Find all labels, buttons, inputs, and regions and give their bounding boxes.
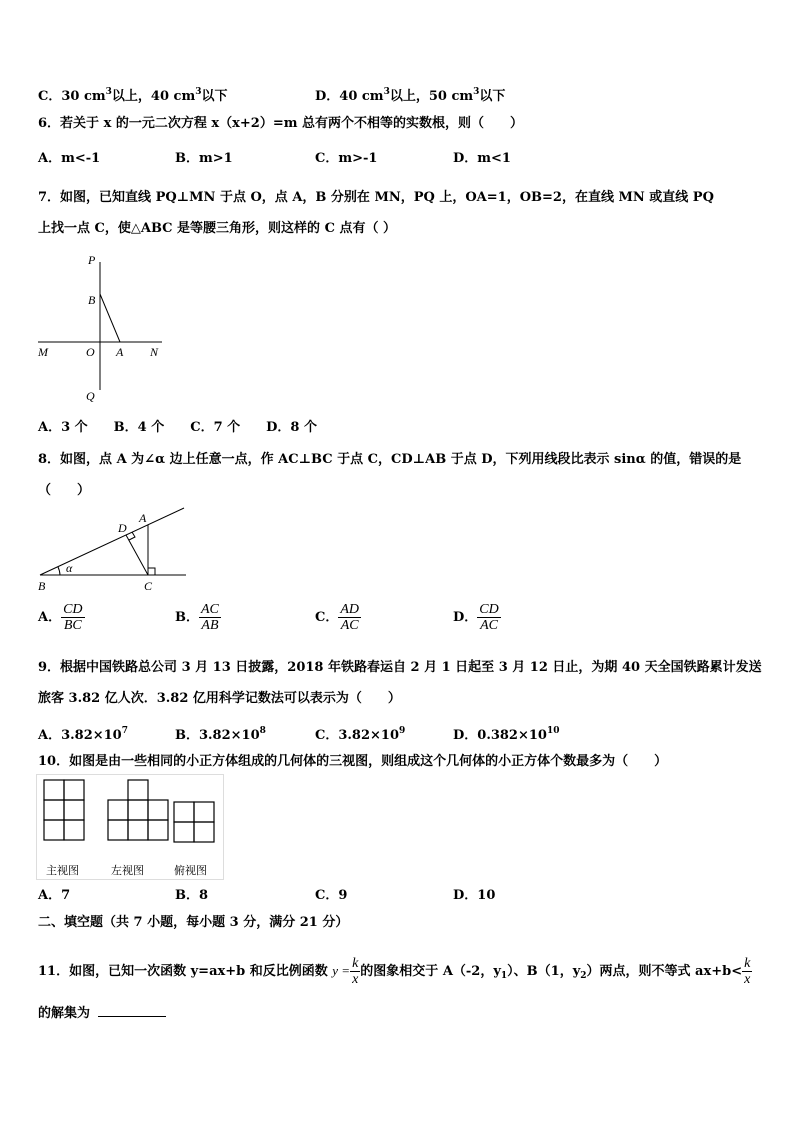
section-heading-fill-in: 二、填空题（共 7 小题，每小题 3 分，满分 21 分） <box>38 915 349 930</box>
q6-option-a: A．m<-1 <box>38 151 101 166</box>
q8-option-b: B． $\frac{AC}{AB}$ <box>175 602 219 633</box>
q6-option-c: C．m>-1 <box>315 151 378 166</box>
q8-option-d: D． $\frac{CD}{AC}$ <box>453 602 499 633</box>
q11-answer-line: 的解集为 <box>38 1004 166 1022</box>
q9-option-d: D．$0.382\times 10^{10}$ <box>453 726 560 743</box>
q6-stem: 6．若关于 x 的一元二次方程 x（x+2）=m 总有两个不相等的实数根，则（ ） <box>38 116 523 131</box>
q9-option-a: A．$3.82\times 10^7$ <box>38 726 128 743</box>
label-p: P <box>88 253 96 267</box>
label-q: Q <box>86 389 95 403</box>
caption-top-view: 俯视图 <box>174 864 207 877</box>
segment-cd <box>126 535 148 575</box>
top-view <box>174 802 214 842</box>
q5-option-d: D．40 $cm^3$以上，50 $cm^3$以下 <box>315 87 506 104</box>
q7-figure <box>30 248 170 408</box>
caption-front-view: 主视图 <box>46 864 79 877</box>
left-view <box>108 780 168 840</box>
q5-option-c: C．30 $cm^3$以上，40 $cm^3$以下 <box>38 87 228 104</box>
q10-option-b: B．8 <box>175 888 209 903</box>
q6-option-b: B．m>1 <box>175 151 233 166</box>
q8-stem-line2: （ ） <box>38 483 91 498</box>
right-angle-c <box>148 568 155 575</box>
q10-stem: 10．如图是由一些相同的小正方体组成的几何体的三视图，则组成这个几何体的小正方体个数最多为（ ） <box>38 754 668 769</box>
label-n: N <box>150 345 159 359</box>
q8-figure <box>36 502 188 594</box>
q9-option-c: C．$3.82\times 10^9$ <box>315 726 406 743</box>
answer-blank[interactable] <box>98 1004 166 1017</box>
q8-option-c: C． $\frac{AD}{AC}$ <box>315 602 360 633</box>
label-alpha: α <box>66 561 73 575</box>
label-d: D <box>118 521 127 535</box>
label-m: M <box>38 345 48 359</box>
label-o: O <box>86 345 95 359</box>
q10-option-d: D．10 <box>453 888 496 903</box>
q6-option-d: D．m<1 <box>453 151 511 166</box>
q11-stem: 11．如图，已知一次函数 y=ax+b 和反比例函数 y = $\frac{k}{x}$ 的图象相交于 A（-2，$y_1$）、B（1，$y_2$）两点，则不等式 ax+b< $\frac{k}{x}$ <box>38 956 751 987</box>
angle-alpha-arc <box>58 567 60 575</box>
label-c: C <box>144 579 153 593</box>
label-b: B <box>38 579 46 593</box>
label-b: B <box>88 293 96 307</box>
q9-stem-line2: 旅客 3.82 亿人次．3.82 亿用科学记数法可以表示为（ ） <box>38 691 401 706</box>
q7-options: A．3 个 B．4 个 C．7 个 D．8 个 <box>38 420 317 435</box>
label-a: A <box>139 511 147 525</box>
segment-ba <box>100 294 120 342</box>
q10-option-c: C．9 <box>315 888 348 903</box>
q10-option-a: A．7 <box>38 888 71 903</box>
front-view <box>44 780 84 840</box>
q8-option-a: A． $\frac{CD}{BC}$ <box>38 602 83 633</box>
label-a: A <box>116 345 124 359</box>
q9-option-b: B．$3.82\times 10^8$ <box>175 726 266 743</box>
caption-left-view: 左视图 <box>111 864 144 877</box>
q8-stem-line1: 8．如图，点 A 为∠α 边上任意一点，作 AC⊥BC 于点 C，CD⊥AB 于点 D，下列用线段比表示 sinα 的值，错误的是 <box>38 452 742 467</box>
ray-ba <box>40 508 184 575</box>
q7-stem-line2: 上找一点 C，使△ABC 是等腰三角形，则这样的 C 点有（ ） <box>38 221 396 236</box>
q7-stem-line1: 7．如图，已知直线 PQ⊥MN 于点 O，点 A，B 分别在 MN，PQ 上，OA=1，OB=2，在直线 MN 或直线 PQ <box>38 190 714 205</box>
q9-stem-line1: 9．根据中国铁路总公司 3 月 13 日披露，2018 年铁路春运自 2 月 1 日起至 3 月 12 日止，为期 40 天全国铁路累计发送 <box>38 660 762 675</box>
